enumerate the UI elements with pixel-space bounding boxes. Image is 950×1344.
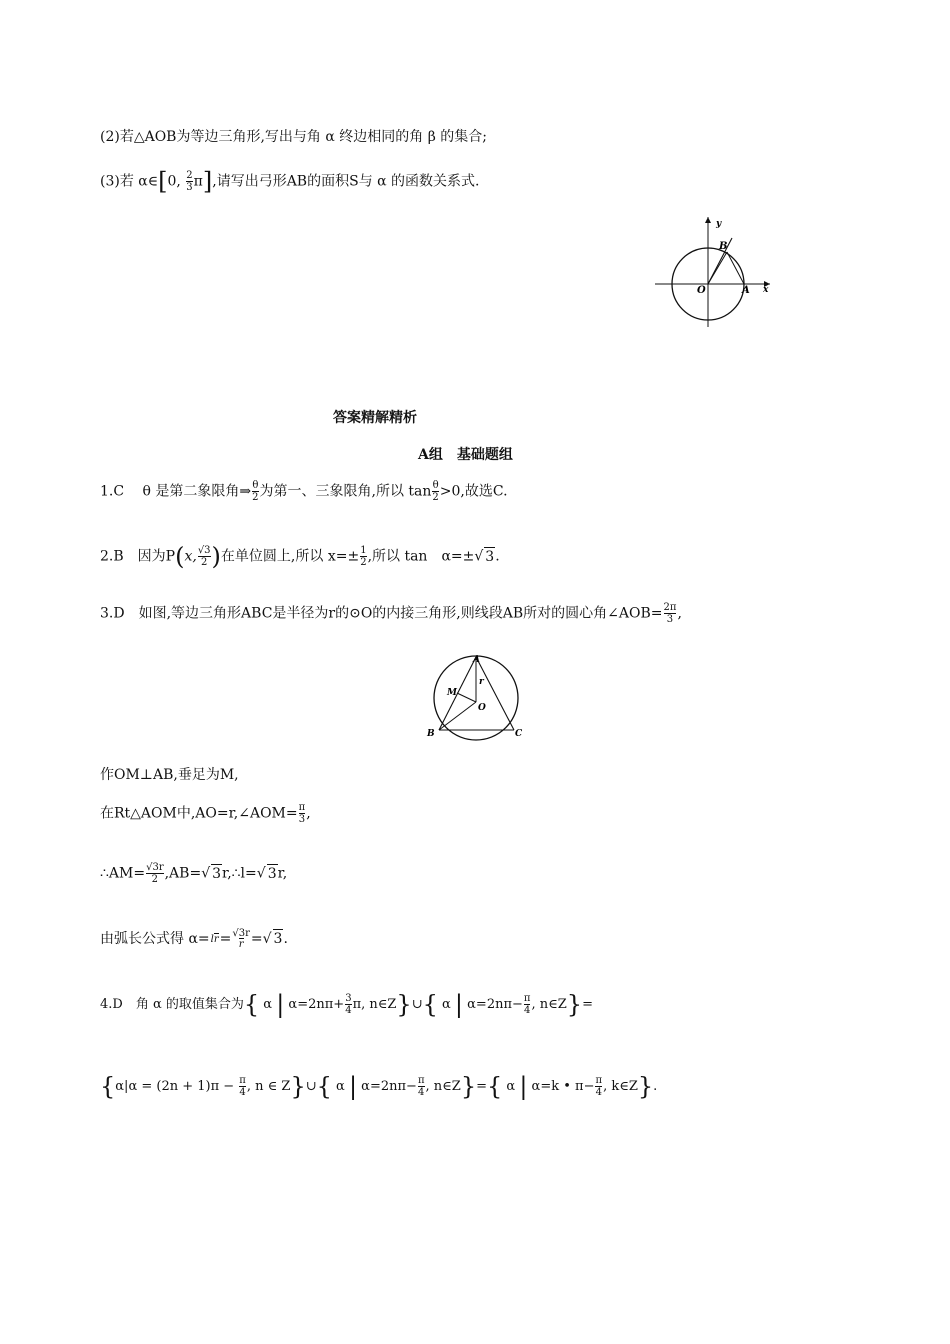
point-c-label: C [515, 729, 523, 739]
point-b-label: B [719, 241, 728, 252]
answer-1: 1.C θ 是第二象限角⇒ $\frac{\theta}{2}$ 为第一、三象限角,所以 tan $\frac{\theta}{2}$ >0,故选C. [100, 480, 508, 503]
origin-label: O [697, 285, 706, 296]
answer-4: 4.D 角 α 的取值集合为{ α | α=2nπ+ $\frac{3}{4}$ π, n∈Z}∪{ α | α=2nπ− $\frac{\pi}{4}$ , n∈Z}= [100, 990, 593, 1019]
question-3: (3)若 α∈[0, $\frac{2}{3}$ π],请写出弓形AB的面积S与 α 的函数关系式. [100, 167, 480, 196]
unit-circle-figure [650, 212, 780, 332]
line-am: ∴AM= $\frac{√3r}{2}$ ,AB=√ 3r,∴l=√ 3r, [100, 862, 288, 885]
line-om: 作OM⊥AB,垂足为M, [100, 767, 239, 783]
x-axis-label: x [763, 285, 769, 295]
point-m-label: M [447, 688, 457, 698]
question-2: (2)若△AOB为等边三角形,写出与角 α 终边相同的角 β 的集合; [100, 129, 487, 145]
fraction: $\frac{2}{3}$ [186, 170, 193, 193]
center-o-label: O [478, 703, 486, 713]
answer-4-continued: {α|α = (2n + 1)π − $\frac{\pi}{4}$ , n ∈ Z}∪{ α | α=2nπ− $\frac{\pi}{4}$ , n∈Z}={ α | α=k • π− $\frac{\pi}{4}$ , k∈Z}. [100, 1072, 658, 1101]
line-arc: 由弧长公式得 α=lr= $\frac{√3r}{r}=√$ 3. [100, 928, 288, 950]
line-rt: 在Rt△AOM中,AO=r,∠AOM= $\frac{\pi}{3}$ , [100, 802, 311, 825]
radius-label: r [479, 677, 484, 687]
point-a-label: A [473, 655, 480, 665]
answer-2: 2.B 因为P(x, $\frac{√3}{2}$ )在单位圆上,所以 x=± $\frac{1}{2}$ ,所以 tan α=±√ 3. [100, 542, 500, 571]
answer-3: 3.D 如图,等边三角形ABC是半径为r的⊙O的内接三角形,则线段AB所对的圆心角∠AOB= $\frac{2\pi}{3}$ , [100, 602, 682, 625]
y-axis-label: y [716, 219, 722, 229]
point-b-label: B [427, 729, 435, 739]
inscribed-triangle-figure [423, 652, 529, 742]
group-title: A组 基础题组 [418, 447, 513, 463]
point-a-label: A [742, 285, 750, 296]
answers-title: 答案精解精析 [333, 410, 417, 426]
